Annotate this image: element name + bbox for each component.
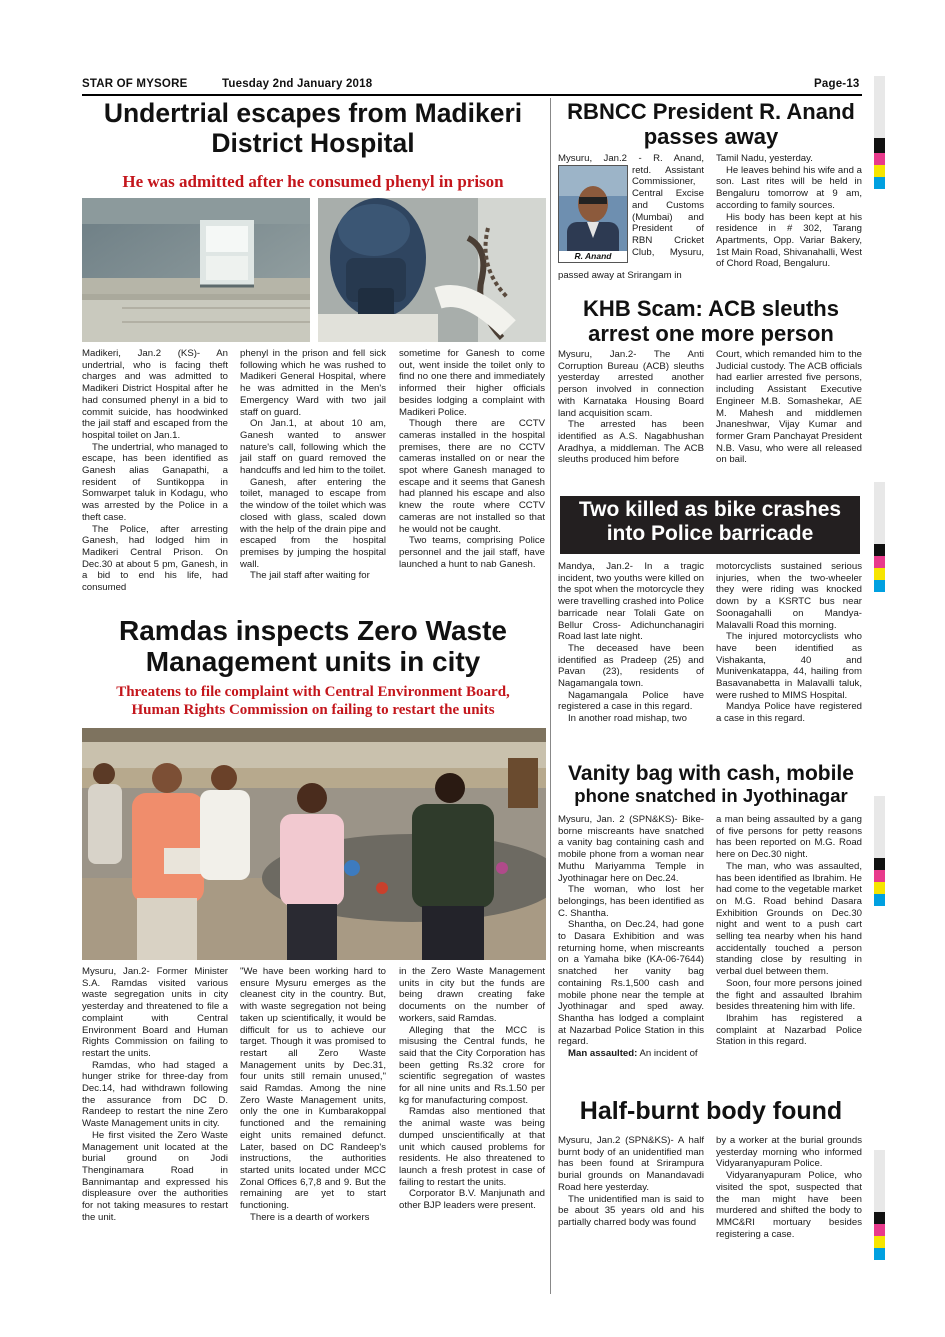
story1-paragraph: sometime for Ganesh to come out, went inside the toilet only to find no one there and immediately informed their higher officials besides lodging a complaint with Madikeri Police. — [399, 348, 545, 418]
story2-paragraph: in the Zero Waste Management units in city but the funds are being drawn creating fake documents on the number of workers, said Ramdas. — [399, 966, 545, 1024]
story1-paragraph: Madikeri, Jan.2 (KS)- An undertrial, who is facing theft charges and was admitted to Madikeri District Hospital after he had consumed phenyl in a bid to commit suicide, has hoodwinked the jail staff and escaped from the hospital toilet on Jan.1. — [82, 348, 228, 441]
story3-line: President of — [632, 223, 704, 235]
story7-column-1 — [558, 1135, 704, 1229]
story7-paragraph: by a worker at the burial grounds yesterday morning who informed Vidyaranyapuram Police. — [716, 1135, 862, 1170]
story3-line: (Mumbai) and — [632, 211, 704, 223]
story6-column-2 — [716, 814, 862, 1048]
story3-headline-line2: passes away — [643, 123, 779, 149]
story2-headline-line1: Ramdas inspects Zero Waste — [119, 615, 507, 646]
story2-column-3 — [399, 966, 545, 1212]
story1-paragraph: phenyl in the prison and fell sick following which he was rushed to Madikeri General Hospital, where he was admitted in the Men's Emergency Ward with two jail staff on guard. — [240, 348, 386, 418]
story6-headline-line1: Vanity bag with cash, mobile — [568, 762, 854, 785]
story2-paragraph: Corporator B.V. Manjunath and other BJP leaders were present. — [399, 1188, 545, 1212]
story1-column-2 — [240, 348, 386, 582]
story6-column-1 — [558, 814, 704, 1060]
story2-paragraph: Alleging that the MCC is misusing the Central funds, he said that the City Corporation has been getting Rs.32 crore for scientific segregation of wastes for all nine units and Rs.1.50 per kg for manufacturing compost. — [399, 1024, 545, 1106]
paper-name: STAR OF MYSORE — [82, 78, 188, 90]
story7-paragraph: The unidentified man is said to be about 35 years old and his partially charred body was found — [558, 1193, 704, 1228]
story2-paragraph: Mysuru, Jan.2- Former Minister S.A. Ramdas visited various waste segregation units in city yesterday and threatened to file a complaint with Central Environment Board and Human Rights Commission on failing to restart the units. — [82, 966, 228, 1059]
story3-headline-line1: RBNCC President R. Anand — [567, 99, 855, 124]
story6-paragraph: The man, who was assaulted, has been identified as Ibrahim. He had come to the vegetable market on M.G. Road behind Dasara Exhibition Grounds on Dec.30 night and went to a push cart selling tea nearby when his hand accidentally touched a person standing close by resulting in verbal duel between them. — [716, 860, 862, 978]
story7-column-2 — [716, 1135, 862, 1240]
story1-headline — [80, 99, 546, 158]
story3-line: retd. Assistant — [632, 164, 704, 176]
story2-subhead — [80, 684, 546, 719]
story5-paragraph: Mandya, Jan.2- In a tragic incident, two youths were killed on the spot when the motorcycle they were travelling crashed into Police barricade near Tolali Gate on Bellur Cross- Adichunchanagiri Road last late night. — [558, 561, 704, 643]
story5-paragraph: Mandya Police have registered a case in this regard. — [716, 701, 862, 725]
story1-column-1 — [82, 348, 228, 594]
story6-headline-line2: phone snatched in Jyothinagar — [574, 784, 848, 806]
story6-paragraph: Shantha, on Dec.24, had gone to Dasara Exhibition and was returning home, when miscreants on a Yamaha bike (KA-06-7644) snatched her vanity bag containing Rs.1,500 cash and mobile phone near the temple at Jyothinagar and sped away. Shantha has lodged a complaint at Nazarbad Police Station in this regard. — [558, 919, 704, 1048]
registration-bar — [874, 76, 885, 189]
story2-headline — [80, 616, 546, 678]
column-divider — [550, 98, 551, 1294]
story2-paragraph: Ramdas, who had staged a hunger strike for three-day from Dec.14, had withdrawn following the assurance from DC D. Randeep to restart the nine Zero Waste Management units in city. — [82, 1059, 228, 1130]
story1-paragraph: Two teams, comprising Police personnel and the jail staff, have launched a hunt to nab Ganesh. — [399, 535, 545, 570]
story5-paragraph: In another road mishap, two — [568, 713, 687, 725]
story1-paragraph: On Jan.1, at about 10 am, Ganesh wanted to answer nature's call, following which the jail staff on guard removed the handcuffs and led him to the toilet. — [240, 418, 386, 477]
story3-paragraph: He leaves behind his wife and a son. Last rites will be held in Bengaluru tomorrow at 9 am, according to family sources. — [716, 164, 862, 211]
story2-column-2 — [240, 966, 386, 1223]
masthead-rule — [82, 94, 862, 96]
story3-column-1-narrow — [558, 153, 704, 258]
story5-paragraph: motorcyclists sustained serious injuries, when the two-wheeler they were riding was knocked down by a KSRTC bus near Soonagahalli on Mandya-Malavalli Road this morning. — [716, 561, 862, 631]
story3-line: Mysuru, Jan.2 - R. Anand, — [558, 153, 704, 164]
story3-headline — [556, 100, 866, 149]
story4-paragraph: The arrested has been identified as A.S. Nagabhushan Aradhya, a middleman. The ACB sleuths produced him before — [558, 419, 704, 466]
story1-paragraph: The jail staff after waiting for — [250, 570, 370, 582]
photo-bag-and-chains — [318, 198, 546, 342]
story4-paragraph: Court, which remanded him to the Judicial custody. The ACB officials had earlier arrested five persons, including Assistant Executive Engineer M.B. Somashekar, AE M. Mahesh and middlemen Jnaneshwar, Vijay Kumar and former Gram Panchayat President N.B. Vasu, who were all released on bail. — [716, 349, 862, 466]
story1-subhead: He was admitted after he consumed phenyl in prison — [122, 172, 504, 191]
story2-paragraph: Ramdas also mentioned that the animal waste was being dumped unscientifically at that unit which caused problems for residents. He also threatened to launch a fresh protest in case of failing to restart the units. — [399, 1106, 545, 1188]
story4-headline-line1: KHB Scam: ACB sleuths — [583, 296, 839, 321]
story1-headline-line1: Undertrial escapes from Madikeri — [103, 98, 523, 128]
story2-column-1 — [82, 966, 228, 1223]
story2-headline-line2: Management units in city — [145, 645, 481, 677]
photo-caption: R. Anand — [559, 251, 627, 262]
story1-paragraph: The undertrial, who managed to escape, has been identified as Ganesh alias Ganapathi, a resident of Suntikoppa in Somwarpet taluk in Kodagu, who was arrested by the Police in a theft case. — [82, 441, 228, 523]
story5-headline-line1: Two killed as bike crashes — [578, 498, 842, 521]
issue-date: Tuesday 2nd January 2018 — [222, 78, 373, 90]
story3-line: RBN Cricket — [632, 234, 704, 246]
photo-waste-unit-inspection — [82, 728, 546, 960]
story7-paragraph: Mysuru, Jan.2 (SPN&KS)- A half burnt body of an unidentified man has been found at Srirampura burial grounds on Manandavadi Road here yesterday. — [558, 1135, 704, 1193]
story7-paragraph: Vidyaranyapuram Police, who visited the spot, suspected that the man might have been murdered and shifted the body to MMC&RI mortuary besides registering a case. — [716, 1170, 862, 1240]
story1-paragraph: The Police, after arresting Ganesh, had lodged him in Madikeri Central Prison. On Dec.30 at about 5 pm, Ganesh, in a bid to end his life, had consumed — [82, 523, 228, 594]
story3-column-2 — [716, 153, 862, 270]
story6-paragraph: Ibrahim has registered a complaint at Nazarbad Police Station in this regard. — [716, 1012, 862, 1048]
story3-paragraph: His body has been kept at his residence in # 302, Tarang Apartments, Opp. Variar Bakery, 1st Main Road, Shivanahalli, West of Chord Road, Bengaluru. — [716, 211, 862, 270]
story3-line: and Customs — [632, 199, 704, 211]
story2-subhead-line2: Human Rights Commission on failing to restart the units — [131, 701, 495, 718]
story1-column-3 — [399, 348, 545, 570]
story6-headline — [556, 762, 866, 806]
story3-line: Club, Mysuru, — [632, 246, 704, 258]
story5-column-2 — [716, 561, 862, 725]
registration-bar — [874, 482, 885, 592]
story3-column-1-bottom: passed away at Srirangam in — [558, 270, 682, 281]
story2-paragraph: He first visited the Zero Waste Management unit located at the burial ground on Jodi Thenginamara Road in Bannimantap and expressed his displeasure over the authorities for not taking measures to restart the unit. — [82, 1129, 228, 1223]
story3-line: Central Excise — [632, 188, 704, 200]
story2-subhead-line1: Threatens to file complaint with Central Environment Board, — [116, 684, 510, 700]
story5-paragraph: Nagamangala Police have registered a case in this regard. — [558, 689, 704, 713]
story6-subhead-inline: Man assaulted: — [568, 1048, 638, 1060]
story5-paragraph: The injured motorcyclists who have been identified as Vishakanta, 40 and Munivenkatappa, 44, hailing from Basavanabetta in Malavalli taluk, were rushed to MIMS Hospital. — [716, 631, 862, 701]
story5-column-1 — [558, 561, 704, 725]
story1-headline-line2: District Hospital — [211, 127, 415, 158]
story1-paragraph: Ganesh, after entering the toilet, managed to escape from the window of the toilet which was closed with glass, scaled down with the help of the drain pipe and escaped from the hospital premises by jumping the hospital wall. — [240, 476, 386, 570]
story6-paragraph: a man being assaulted by a gang of five persons for petty reasons has been reported on M.G. Road here on Dec.30 night. — [716, 814, 862, 861]
story4-headline-line2: arrest one more person — [588, 320, 834, 346]
photo-r-anand — [558, 165, 628, 263]
registration-bar — [874, 796, 885, 906]
story6-paragraph: Soon, four more persons joined the fight and assaulted Ibrahim besides threatening him with life. — [716, 977, 862, 1013]
story5-paragraph: The deceased have been identified as Pradeep (25) and Pavan (23), residents of Nagamangala town. — [558, 642, 704, 690]
story4-headline — [556, 297, 866, 346]
story4-column-1 — [558, 349, 704, 466]
story5-headline-line2: into Police barricade — [606, 521, 814, 545]
story6-paragraph: An incident of — [639, 1048, 698, 1060]
story4-paragraph: Mysuru, Jan.2- The Anti Corruption Bureau (ACB) sleuths yesterday arrested another person involved in connection with Karnataka Housing Board land acquisition scam. — [558, 349, 704, 419]
story3-line: Commissioner, — [632, 176, 696, 188]
story2-paragraph: "We have been working hard to ensure Mysuru emerges as the cleanest city in the country. But, with waste segregation not being taken up scientifically, it would be difficult for us to achieve our target. Though it was promised to restart all Zero Waste Management units by Dec.31, four units still remain unused," said Ramdas. Among the nine Zero Waste Management units, only the one in Kumbarakoppal functioned and the remaining eight units remained defunct. Later, based on DC Randeep's instructions, the authorities started units located under MCC Zonal Offices 6,7,8 and 9. But the remaining are yet to start functioning. — [240, 966, 386, 1212]
story5-headline — [560, 496, 860, 554]
story3-paragraph: Tamil Nadu, yesterday. — [716, 153, 813, 164]
page-number: Page-13 — [814, 78, 860, 90]
story1-paragraph: Though there are CCTV cameras installed in the hospital premises, there are no CCTV cameras installed on or near the spot where Ganesh managed to escape and it seems that Ganesh had planned his escape and also knew the route where CCTV cameras are not installed so that he would not be caught. — [399, 418, 545, 535]
story6-paragraph: Mysuru, Jan. 2 (SPN&KS)- Bike-borne miscreants have snatched a vanity bag containing cash and mobile phone from a woman near Muthu Mariyamma Temple in Jyothinagar here on Dec.24. — [558, 814, 704, 884]
photo-toilet-window — [82, 198, 310, 342]
story2-paragraph: There is a dearth of workers — [250, 1211, 370, 1223]
story4-column-2 — [716, 349, 862, 466]
story7-headline: Half-burnt body found — [579, 1097, 843, 1125]
story6-paragraph: The woman, who lost her belongings, has been identified as C. Shantha. — [558, 884, 704, 919]
registration-bar — [874, 1150, 885, 1260]
